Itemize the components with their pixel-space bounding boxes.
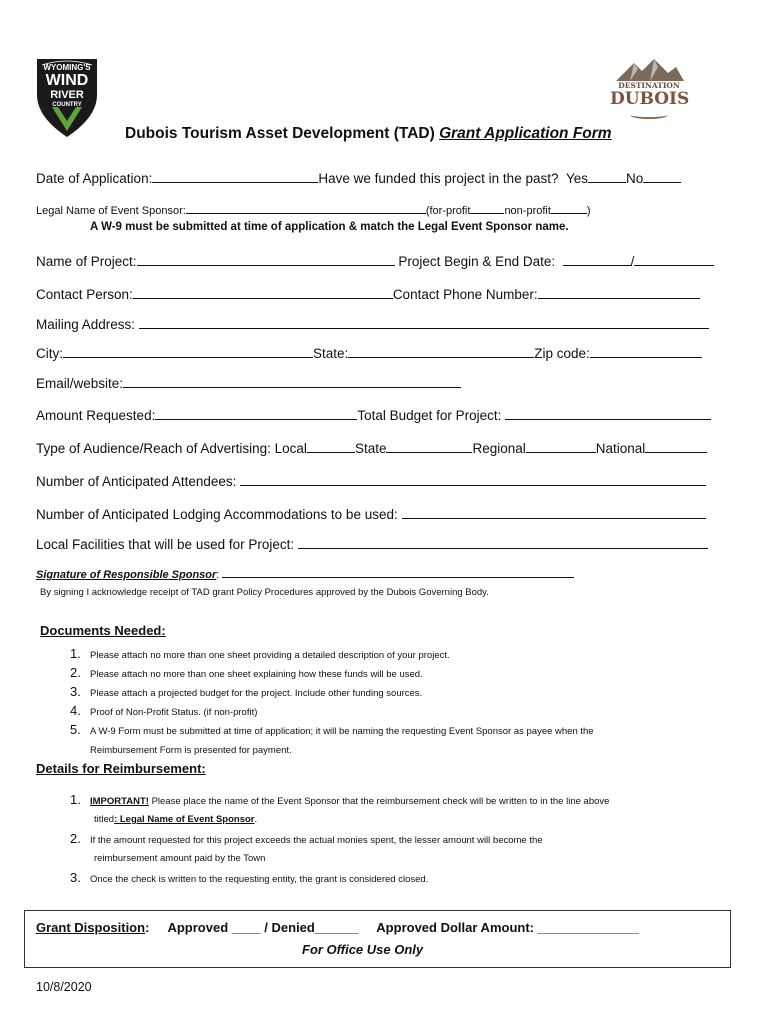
- email-label: Email/website:: [36, 376, 124, 391]
- budget-field[interactable]: [505, 406, 711, 420]
- reimb-item-cont: [70, 809, 609, 830]
- titled-label: titled: [94, 814, 115, 825]
- doc-item: [70, 683, 594, 702]
- attendees-field[interactable]: [240, 472, 706, 486]
- doc-text: Please attach a projected budget for the project. Include other funding sources.: [90, 688, 423, 699]
- reimb-num: 2.: [70, 831, 81, 846]
- doc-text: Please attach no more than one sheet providing a detailed description of your project.: [90, 650, 450, 661]
- forprofit-field[interactable]: [470, 202, 504, 214]
- reimb-num: 3.: [70, 870, 81, 885]
- email-field[interactable]: [123, 374, 461, 388]
- audience-label: Type of Audience/Reach of Advertising: Local: [36, 441, 307, 456]
- period: .: [254, 814, 258, 825]
- doc-item: [70, 664, 594, 683]
- doc-item-cont: [70, 740, 594, 756]
- state-field[interactable]: [348, 344, 534, 358]
- reimb-item: [70, 869, 609, 887]
- yes-label: Yes: [566, 171, 589, 186]
- signature-row: [36, 566, 574, 581]
- form-title: [125, 125, 612, 143]
- reimbursement-heading: Details for Reimbursement:: [36, 761, 206, 776]
- budget-label: Total Budget for Project:: [357, 408, 502, 423]
- reimbursement-list: [70, 791, 609, 887]
- legal-row: [36, 202, 591, 217]
- approved-denied[interactable]: Approved ____ / Denied______: [167, 920, 359, 935]
- audience-row: [36, 439, 707, 456]
- contact-row: [36, 285, 700, 302]
- doc-text: Please attach no more than one sheet explaining how these funds will be used.: [90, 669, 423, 680]
- doc-num: 2.: [70, 665, 81, 680]
- legal-label: Legal Name of Event Sponsor:: [36, 205, 186, 217]
- reimb-num: 1.: [70, 792, 81, 807]
- logo-destination: DESTINATION: [618, 81, 680, 90]
- reimb-item: [70, 830, 609, 848]
- attendees-row: [36, 472, 706, 489]
- amount-label: Amount Requested:: [36, 408, 156, 423]
- signature-field[interactable]: [222, 566, 574, 578]
- doc-num: 1.: [70, 646, 81, 661]
- logo-line-2: WIND: [45, 72, 89, 89]
- logo-line-4: COUNTRY: [52, 102, 82, 108]
- logo-line-3: RIVER: [50, 89, 84, 101]
- amount-row: [36, 406, 711, 423]
- amount-field[interactable]: [155, 406, 357, 420]
- phone-label: Contact Phone Number:: [392, 287, 538, 302]
- contact-label: Contact Person:: [36, 287, 133, 302]
- disposition-colon: :: [145, 920, 150, 935]
- project-row: [36, 252, 714, 269]
- documents-heading: Documents Needed:: [40, 623, 166, 638]
- signature-colon: :: [216, 569, 220, 581]
- aud-regional-field[interactable]: [526, 439, 596, 453]
- documents-list: [70, 645, 594, 756]
- facilities-row: [36, 535, 708, 552]
- aud-national-label: National: [595, 441, 646, 456]
- doc-text: A W-9 Form must be submitted at time of application; it will be naming the requesting Event Sponsor as payee when the: [90, 726, 594, 737]
- lodging-row: [36, 505, 706, 522]
- project-field[interactable]: [137, 252, 395, 266]
- yes-field[interactable]: [588, 169, 626, 183]
- reimb-item-cont: [70, 848, 609, 869]
- aud-national-field[interactable]: [645, 439, 707, 453]
- zip-field[interactable]: [590, 344, 702, 358]
- attendees-label: Number of Anticipated Attendees:: [36, 474, 237, 489]
- date-slash: /: [630, 254, 635, 269]
- logo-flourish: [630, 111, 668, 119]
- nonprofit-field[interactable]: [551, 202, 587, 214]
- no-field[interactable]: [643, 169, 681, 183]
- approved-dollar[interactable]: Approved Dollar Amount: ______________: [376, 920, 639, 935]
- title-plain: Dubois Tourism Asset Development (TAD): [125, 125, 440, 142]
- signing-note: By signing I acknowledge receipt of TAD grant Policy Procedures approved by the Dubois Governing Body.: [40, 587, 489, 598]
- lodging-field[interactable]: [402, 505, 706, 519]
- aud-regional-label: Regional: [472, 441, 526, 456]
- lodging-label: Number of Anticipated Lodging Accommodations to be used:: [36, 507, 398, 522]
- date-row: [36, 169, 681, 186]
- footer-date: 10/8/2020: [36, 980, 92, 994]
- phone-field[interactable]: [538, 285, 700, 299]
- disposition-row: [36, 920, 639, 935]
- dates-label: Project Begin & End Date:: [398, 254, 556, 269]
- end-date-field[interactable]: [634, 252, 714, 266]
- disposition-label: Grant Disposition: [36, 920, 146, 935]
- reimb-text-cont: reimbursement amount paid by the Town: [94, 853, 266, 864]
- legal-field[interactable]: [186, 202, 426, 214]
- facilities-field[interactable]: [298, 535, 708, 549]
- legal-name-ref: : Legal Name of Event Sponsor: [114, 814, 255, 825]
- forprofit-label: (for-profit: [425, 205, 471, 217]
- contact-field[interactable]: [133, 285, 393, 299]
- doc-item: [70, 702, 594, 721]
- mailing-row: [36, 315, 709, 332]
- no-label: No: [626, 171, 644, 186]
- city-row: [36, 344, 702, 361]
- reimb-text: Once the check is written to the requesting entity, the grant is considered closed.: [90, 874, 429, 885]
- project-label: Name of Project:: [36, 254, 137, 269]
- doc-num: 5.: [70, 722, 81, 737]
- facilities-label: Local Facilities that will be used for Project:: [36, 537, 295, 552]
- aud-state-label: State: [354, 441, 387, 456]
- reimb-item: [70, 791, 609, 809]
- signature-label: Signature of Responsible Sponsor: [36, 569, 217, 581]
- logo-line-1: WYOMING'S: [43, 63, 91, 72]
- doc-num: 3.: [70, 684, 81, 699]
- reimb-text: Please place the name of the Event Sponsor that the reimbursement check will be written to in the line above: [148, 796, 610, 807]
- doc-item: [70, 721, 594, 740]
- doc-text: Proof of Non-Profit Status. (if non-profit): [90, 707, 258, 718]
- doc-item: [70, 645, 594, 664]
- important-label: IMPORTANT!: [90, 796, 149, 807]
- city-field[interactable]: [63, 344, 313, 358]
- email-row: [36, 374, 461, 391]
- logo-dubois: DUBOIS: [610, 89, 690, 109]
- mailing-field[interactable]: [139, 315, 709, 329]
- state-label: State:: [313, 346, 349, 361]
- date-label: Date of Application:: [36, 171, 153, 186]
- city-label: City:: [36, 346, 63, 361]
- wind-river-logo: [34, 55, 100, 140]
- local-field[interactable]: [307, 439, 355, 453]
- title-italic: Grant Application Form: [439, 125, 612, 142]
- destination-dubois-logo: [610, 55, 688, 123]
- close-paren: ): [586, 205, 591, 217]
- office-use-only: For Office Use Only: [302, 942, 424, 957]
- date-field[interactable]: [152, 169, 318, 183]
- doc-num: 4.: [70, 703, 81, 718]
- begin-date-field[interactable]: [563, 252, 631, 266]
- w9-notice: A W-9 must be submitted at time of application & match the Legal Event Sponsor name.: [90, 221, 569, 233]
- funded-label: Have we funded this project in the past?: [318, 171, 559, 186]
- zip-label: Zip code:: [534, 346, 590, 361]
- doc-text-cont: Reimbursement Form is presented for payment.: [90, 745, 292, 756]
- mailing-label: Mailing Address:: [36, 317, 136, 332]
- reimb-text: If the amount requested for this project exceeds the actual monies spent, the lesser amount will become the: [90, 835, 543, 846]
- aud-state-field[interactable]: [386, 439, 472, 453]
- grant-disposition-box: [24, 910, 731, 968]
- nonprofit-label: non-profit: [504, 205, 551, 217]
